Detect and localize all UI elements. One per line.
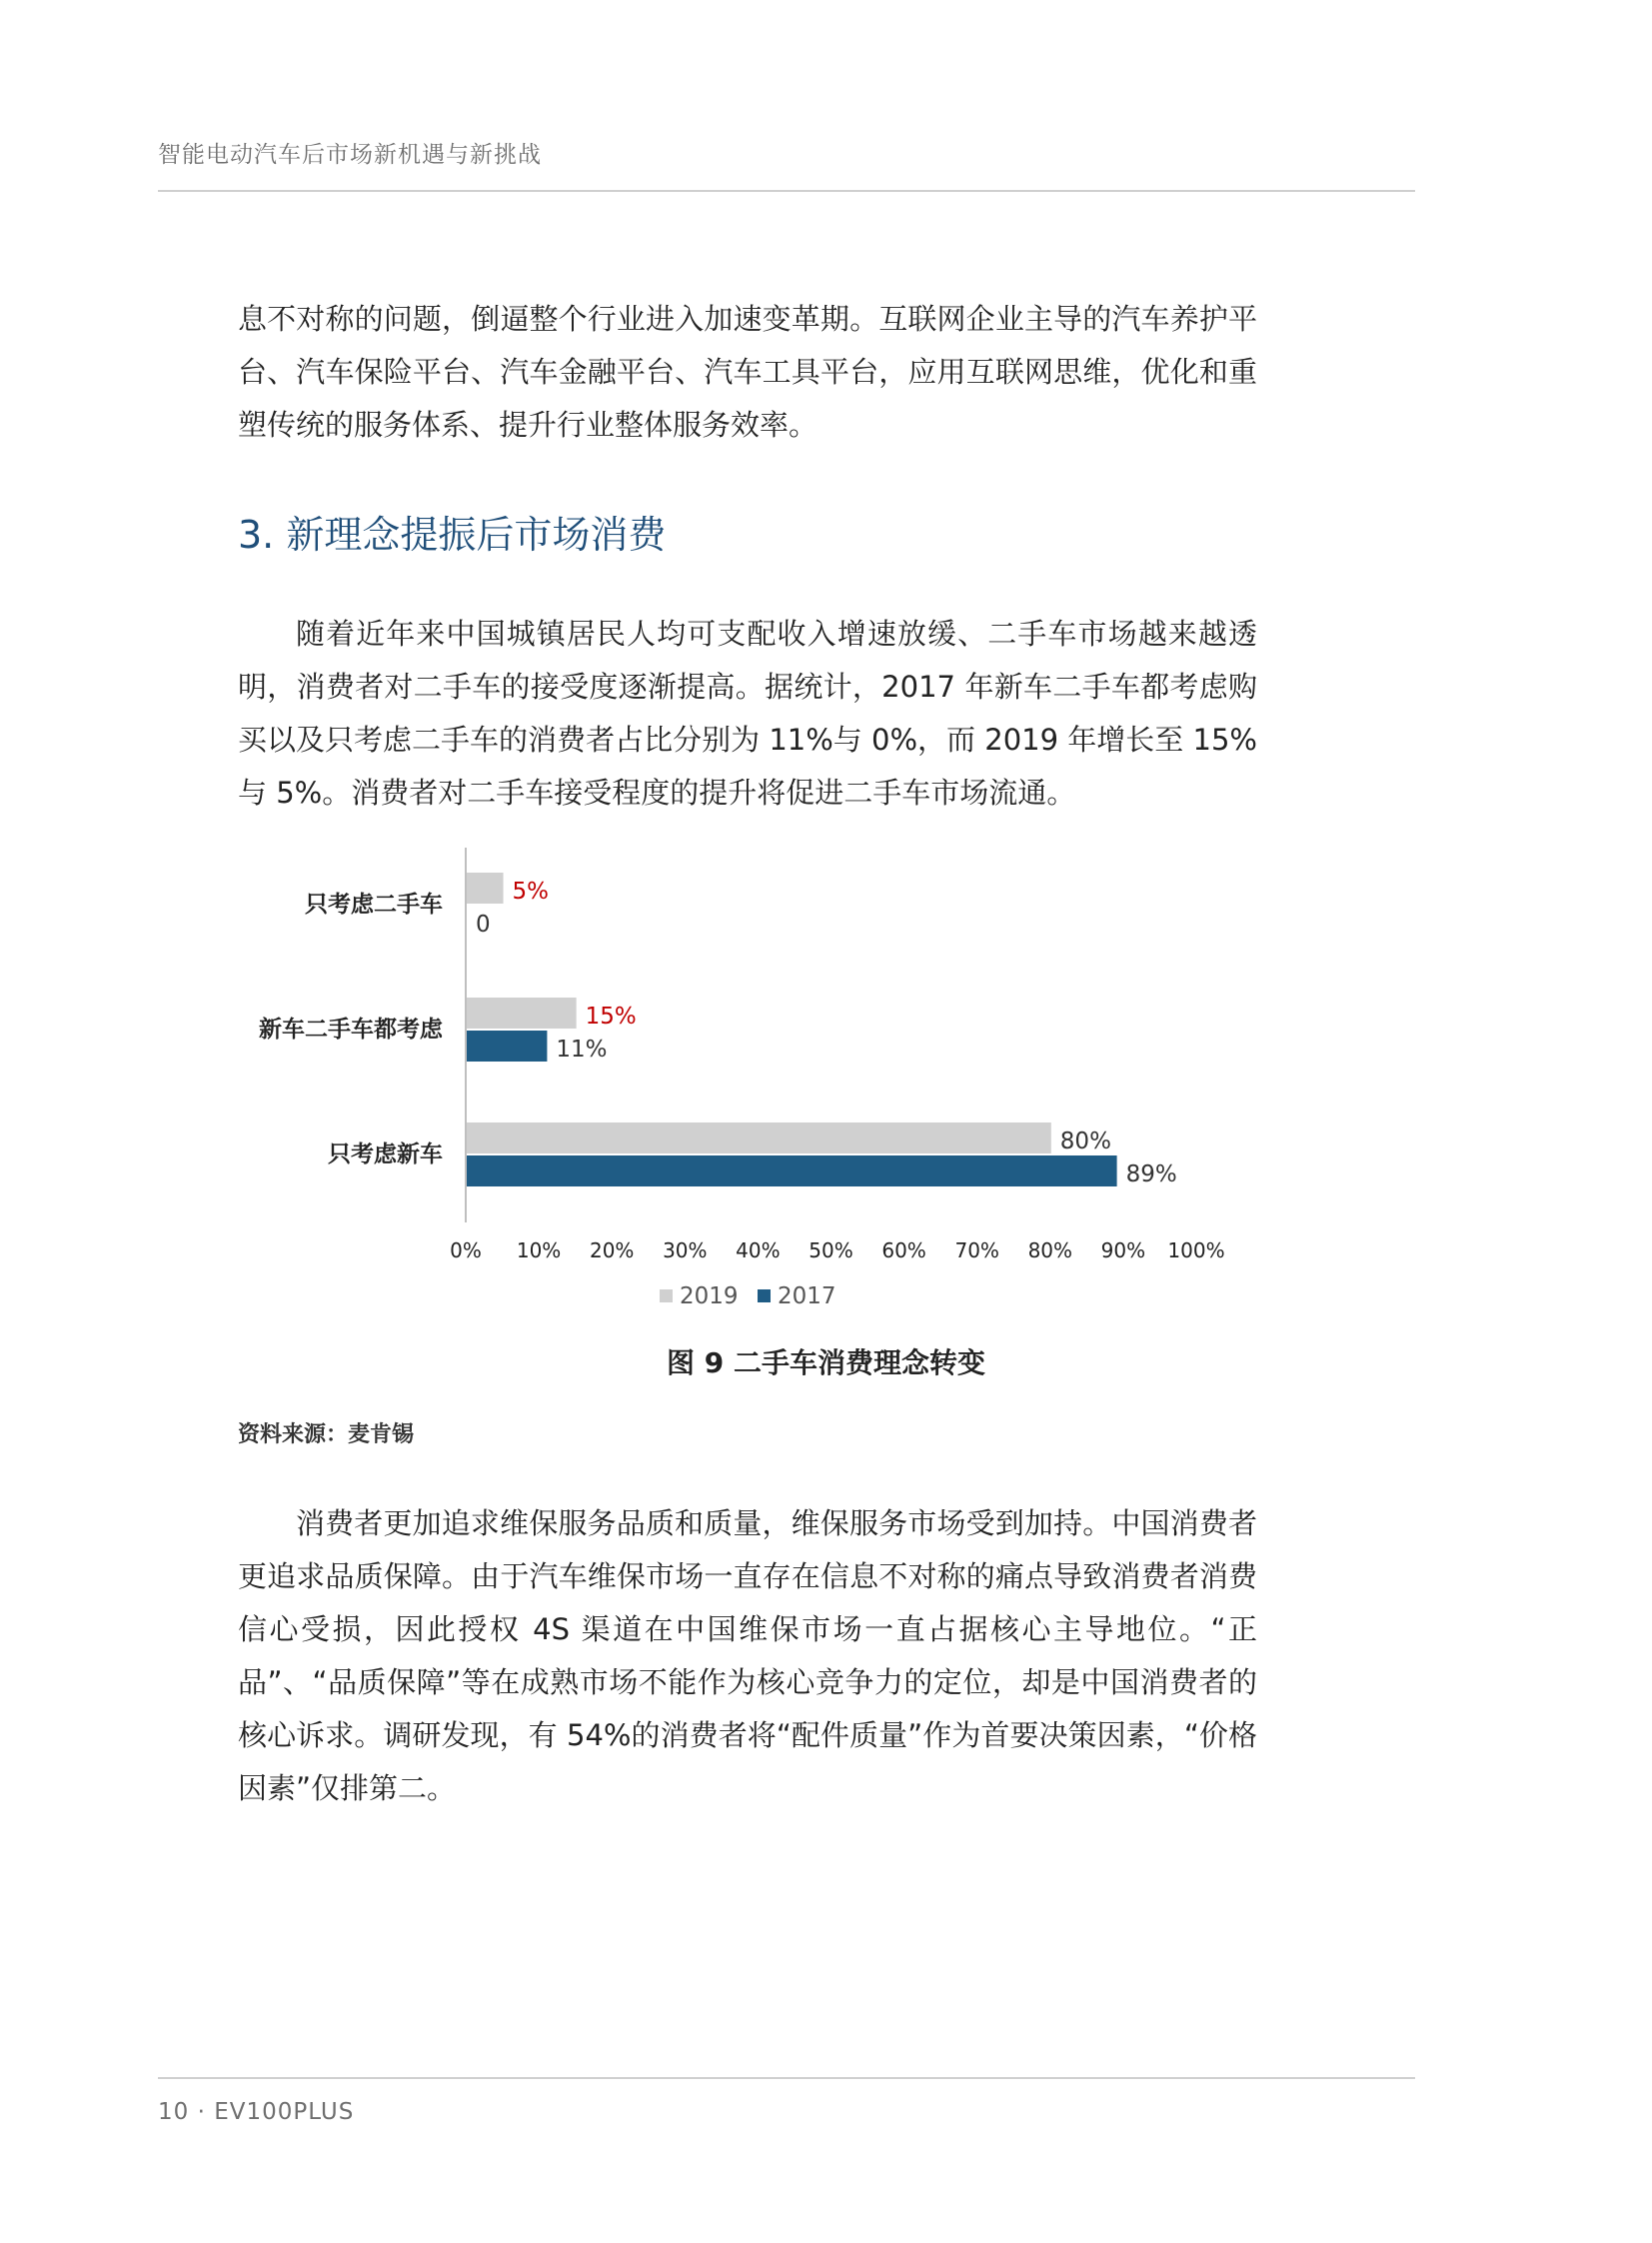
data-label-2019: 80% — [1059, 1128, 1111, 1154]
bar-2019 — [467, 998, 577, 1029]
legend-swatch-2017 — [758, 1289, 771, 1302]
figure-caption: 图 9 二手车消费理念转变 — [667, 1346, 985, 1379]
x-tick-label: 30% — [663, 1238, 708, 1262]
figure-source: 资料来源：麦肯锡 — [238, 1422, 415, 1447]
paragraph-3-text: 消费者更加追求维保服务品质和质量，维保服务市场受到加持。中国消费者更追求品质保障。由于汽车维保市场一直存在信息不对称的痛点导致消费者消费信心受损，因此授权 4S 渠道在中国维保市场一直占据核心主导地位。“正品”、“品质保障”等在成熟市场不能作为核心竞争力的定位，却是中国消费者的核心诉求。调研发现，有 54%的消费者将“配件质量”作为首要决策因素，“价格因素”仅排第二。 — [238, 1506, 1257, 1805]
bar-2019 — [467, 873, 504, 904]
bar-2017 — [467, 1155, 1117, 1186]
x-tick-label: 80% — [1027, 1238, 1073, 1262]
legend-swatch-2019 — [660, 1289, 673, 1302]
bar-2017 — [467, 1031, 547, 1062]
paragraph-2-text: 随着近年来中国城镇居民人均可支配收入增速放缓、二手车市场越来越透明，消费者对二手车的接受度逐渐提高。据统计，2017 年新车二手车都考虑购买以及只考虑二手车的消费者占比分别为 11%与 0%，而 2019 年增长至 15%与 5%。消费者对二手车接受程度的提升将促进二手车市场流通。 — [238, 617, 1257, 810]
category-label: 新车二手车都考虑 — [259, 1017, 443, 1043]
x-tick-label: 20% — [589, 1238, 635, 1262]
x-tick-label: 0% — [450, 1238, 482, 1262]
paragraph-2 — [238, 608, 1257, 820]
x-tick-label: 60% — [881, 1238, 926, 1262]
data-label-2017: 89% — [1125, 1161, 1177, 1187]
chart-container — [130, 838, 1364, 1317]
legend-label: 2017 — [778, 1283, 836, 1309]
paragraph-3 — [238, 1497, 1257, 1815]
x-tick-label: 40% — [736, 1238, 781, 1262]
bar-chart — [130, 838, 1364, 1317]
legend-label: 2019 — [680, 1283, 739, 1309]
x-tick-label: 90% — [1100, 1238, 1146, 1262]
category-label: 只考虑二手车 — [305, 892, 443, 918]
running-header: 智能电动汽车后市场新机遇与新挑战 — [158, 142, 542, 168]
bar-2019 — [467, 1122, 1051, 1153]
header-divider — [158, 190, 1415, 192]
data-label-2019: 5% — [512, 879, 550, 905]
x-tick-label: 100% — [1167, 1238, 1225, 1262]
paragraph-1 — [238, 293, 1257, 452]
x-tick-label: 50% — [809, 1238, 853, 1262]
paragraph-1-text: 息不对称的问题，倒逼整个行业进入加速变革期。互联网企业主导的汽车养护平台、汽车保险平台、汽车金融平台、汽车工具平台，应用互联网思维，优化和重塑传统的服务体系、提升行业整体服务效率。 — [238, 302, 1257, 442]
data-label-2017: 11% — [556, 1037, 608, 1063]
page-footer: 10 · EV100PLUS — [158, 2099, 355, 2125]
data-label-2017: 0 — [476, 912, 491, 938]
section-title: 3. 新理念提振后市场消费 — [238, 513, 667, 557]
data-label-2019: 15% — [585, 1004, 637, 1030]
x-tick-label: 10% — [516, 1238, 562, 1262]
footer-divider — [158, 2077, 1415, 2079]
x-tick-label: 70% — [954, 1238, 999, 1262]
category-label: 只考虑新车 — [328, 1141, 443, 1167]
